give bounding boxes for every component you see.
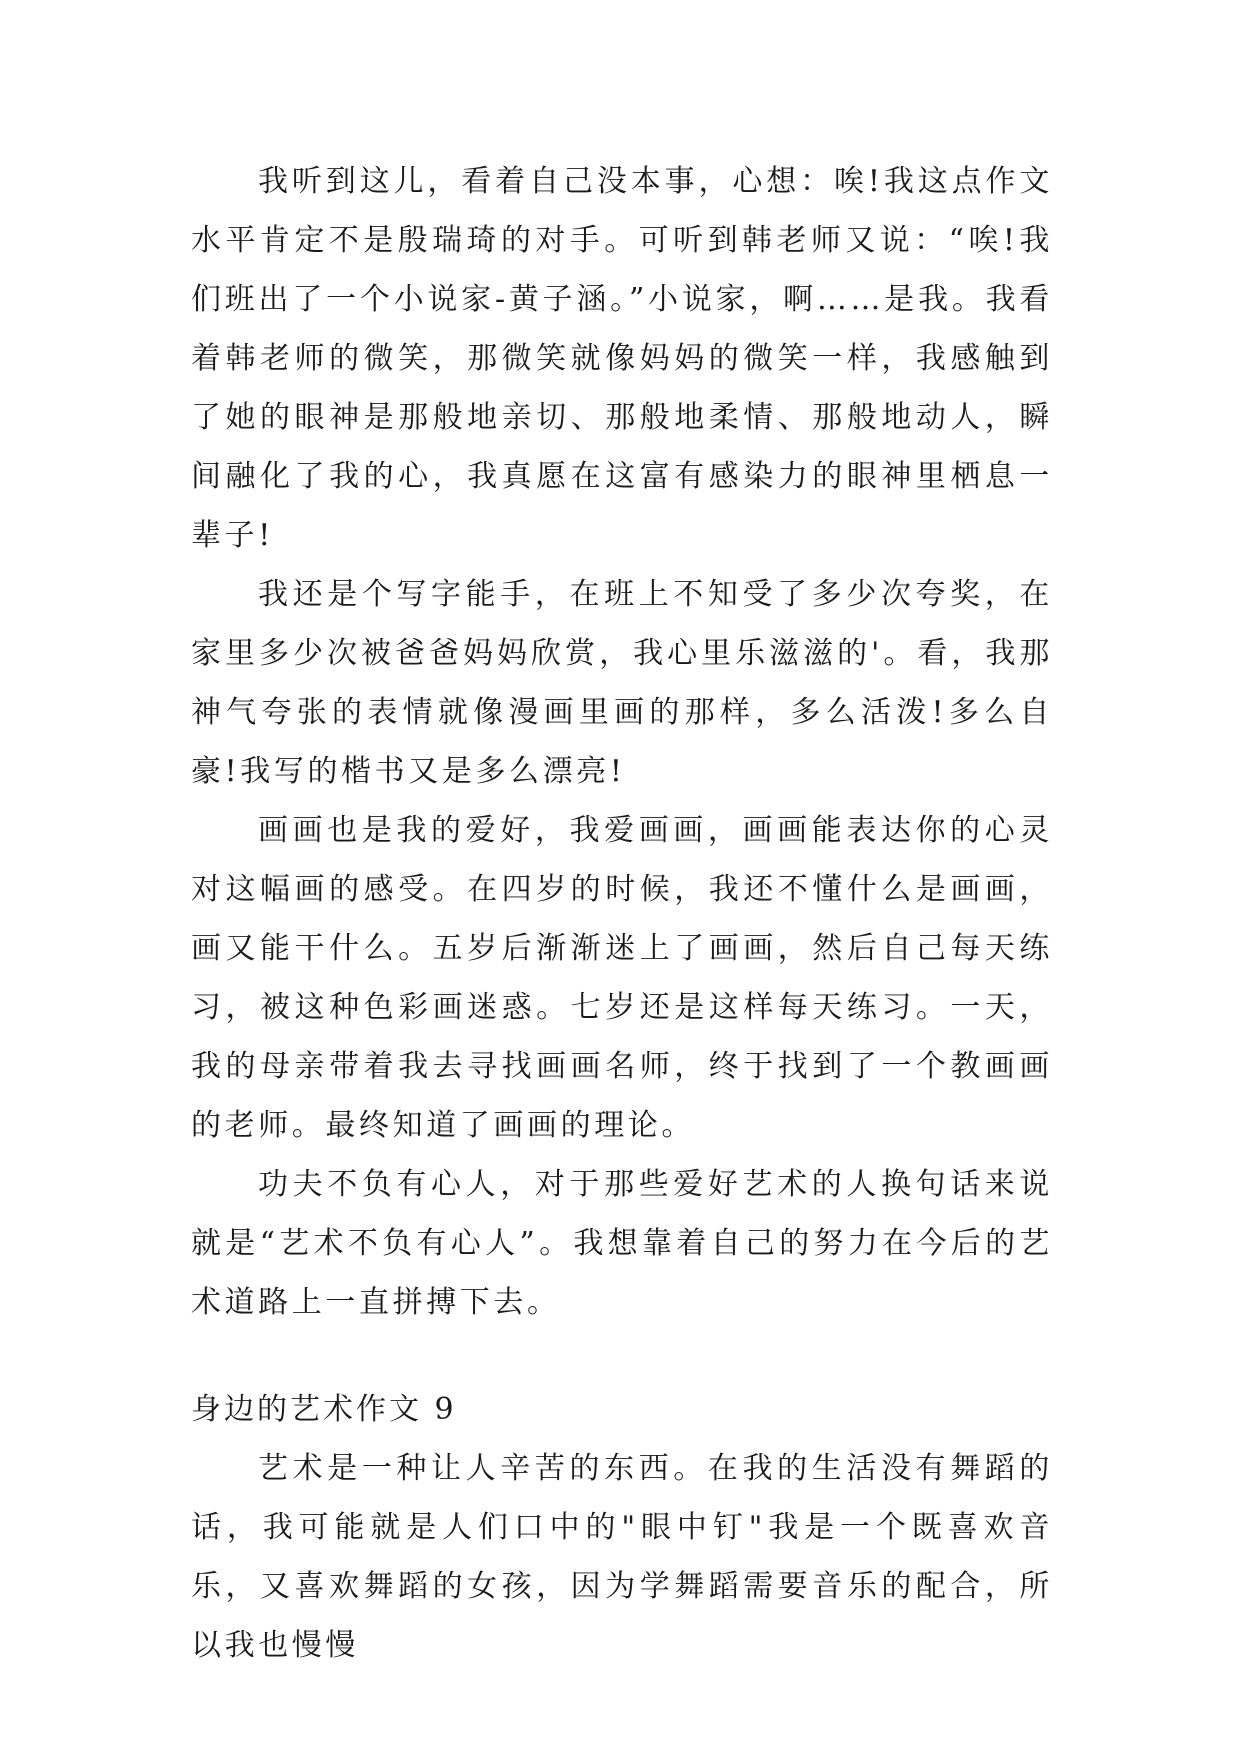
section-title: 身边的艺术作文 9 bbox=[191, 1392, 457, 1427]
paragraph: 画画也是我的爱好，我爱画画，画画能表达你的心灵对这幅画的感受。在四岁的时候，我还不懂什么是画画，画又能干什么。五岁后渐渐迷上了画画，然后自己每天练习，被这种色彩画迷惑。七岁还是这样每天练习。一天，我的母亲带着我去寻找画画名师，终于找到了一个教画画的老师。最终知道了画画的理论。 bbox=[191, 813, 1053, 1143]
paragraph: 我听到这儿，看着自己没本事，心想：唉!我这点作文水平肯定不是殷瑞琦的对手。可听到韩老师又说：“唉!我们班出了一个小说家-黄子涵。”小说家，啊……是我。我看着韩老师的微笑，那微笑就像妈妈的微笑一样，我感触到了她的眼神是那般地亲切、那般地柔情、那般地动人，瞬间融化了我的心，我真愿在这富有感染力的眼神里栖息一辈子! bbox=[191, 164, 1053, 553]
paragraph: 艺术是一种让人辛苦的东西。在我的生活没有舞蹈的话，我可能就是人们口中的"眼中钉"我是一个既喜欢音乐，又喜欢舞蹈的女孩，因为学舞蹈需要音乐的配合，所以我也慢慢 bbox=[191, 1451, 1053, 1663]
paragraph: 功夫不负有心人，对于那些爱好艺术的人换句话来说就是“艺术不负有心人”。我想靠着自己的努力在今后的艺术道路上一直拼搏下去。 bbox=[191, 1167, 1053, 1320]
document-page bbox=[191, 152, 1053, 1675]
paragraph: 我还是个写字能手，在班上不知受了多少次夸奖，在家里多少次被爸爸妈妈欣赏，我心里乐滋滋的'。看，我那神气夸张的表情就像漫画里画的那样，多么活泼!多么自豪!我写的楷书又是多么漂亮! bbox=[191, 577, 1053, 789]
